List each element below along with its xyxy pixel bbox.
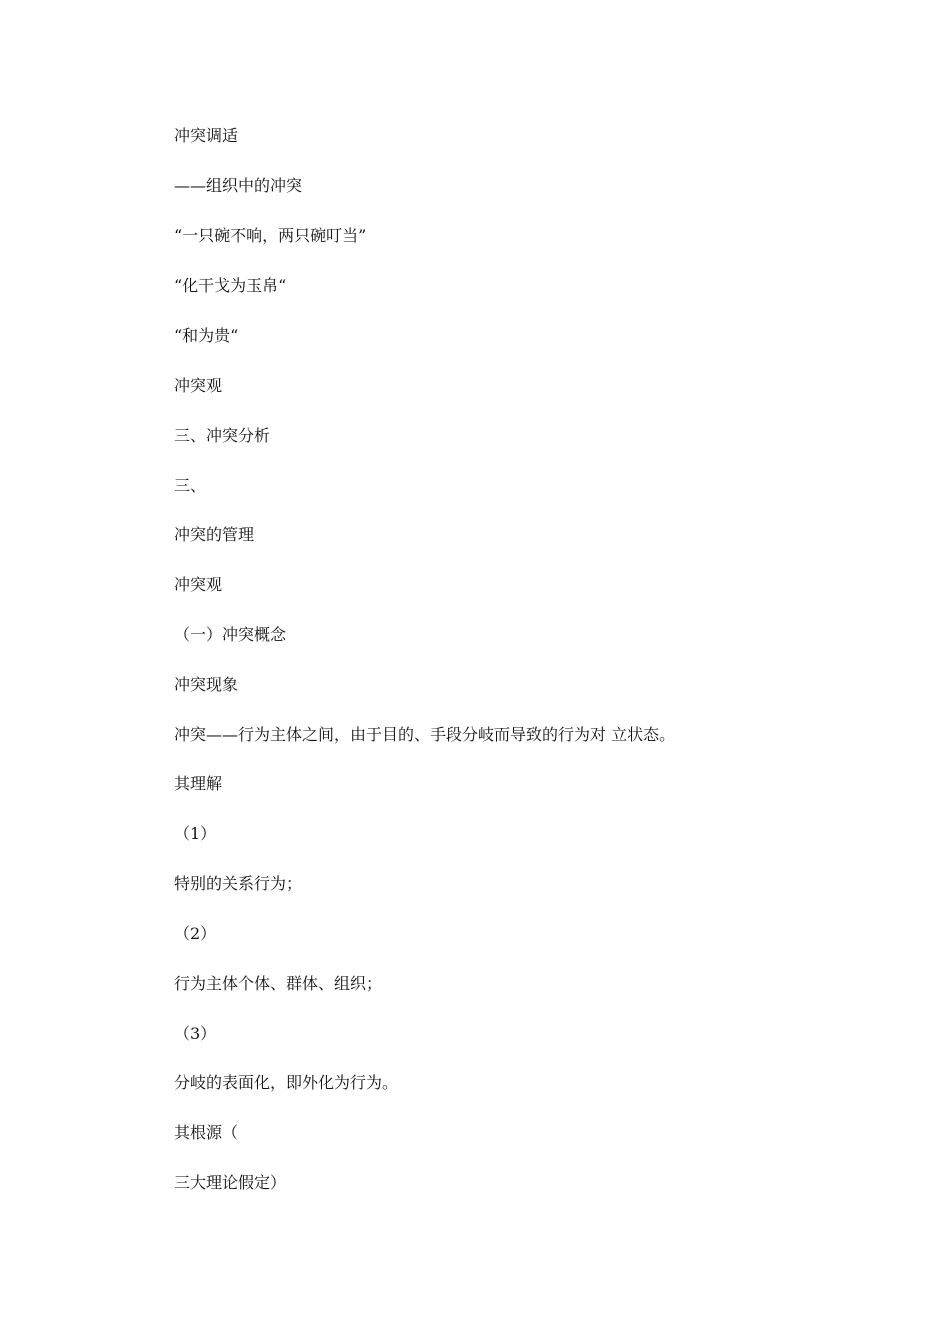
list-marker: （2） (174, 924, 217, 943)
paragraph-line: 三大理论假定） (174, 1173, 287, 1192)
list-item-text: 行为主体个体、群体、组织； (174, 974, 383, 993)
list-item-text: 特别的关系行为； (174, 874, 303, 893)
subsection-heading: （一）冲突概念 (174, 625, 287, 644)
paragraph-line: 其根源（ (174, 1123, 239, 1142)
proverb-line: “一只碗不响，两只碗叮当” (174, 226, 367, 245)
list-marker: （3） (174, 1024, 217, 1043)
definition-line: 冲突——行为主体之间，由于目的、手段分岐而导致的行为对 立状态。 (174, 725, 676, 744)
list-marker: （1） (174, 824, 217, 843)
section-heading: 冲突观 (174, 575, 223, 594)
paragraph-line: 冲突现象 (174, 675, 239, 694)
section-heading: 冲突的管理 (174, 525, 255, 544)
paragraph-line: 其理解 (174, 774, 223, 793)
section-heading: 三、冲突分析 (174, 426, 271, 445)
proverb-line: “和为贵“ (174, 326, 239, 345)
section-heading: 冲突观 (174, 376, 223, 395)
document-title: 冲突调适 (174, 126, 239, 145)
section-heading: 三、 (174, 476, 207, 495)
proverb-line: “化干戈为玉帛“ (174, 276, 287, 295)
document-subtitle: ——组织中的冲突 (174, 176, 303, 195)
list-item-text: 分岐的表面化，即外化为行为。 (174, 1073, 399, 1092)
